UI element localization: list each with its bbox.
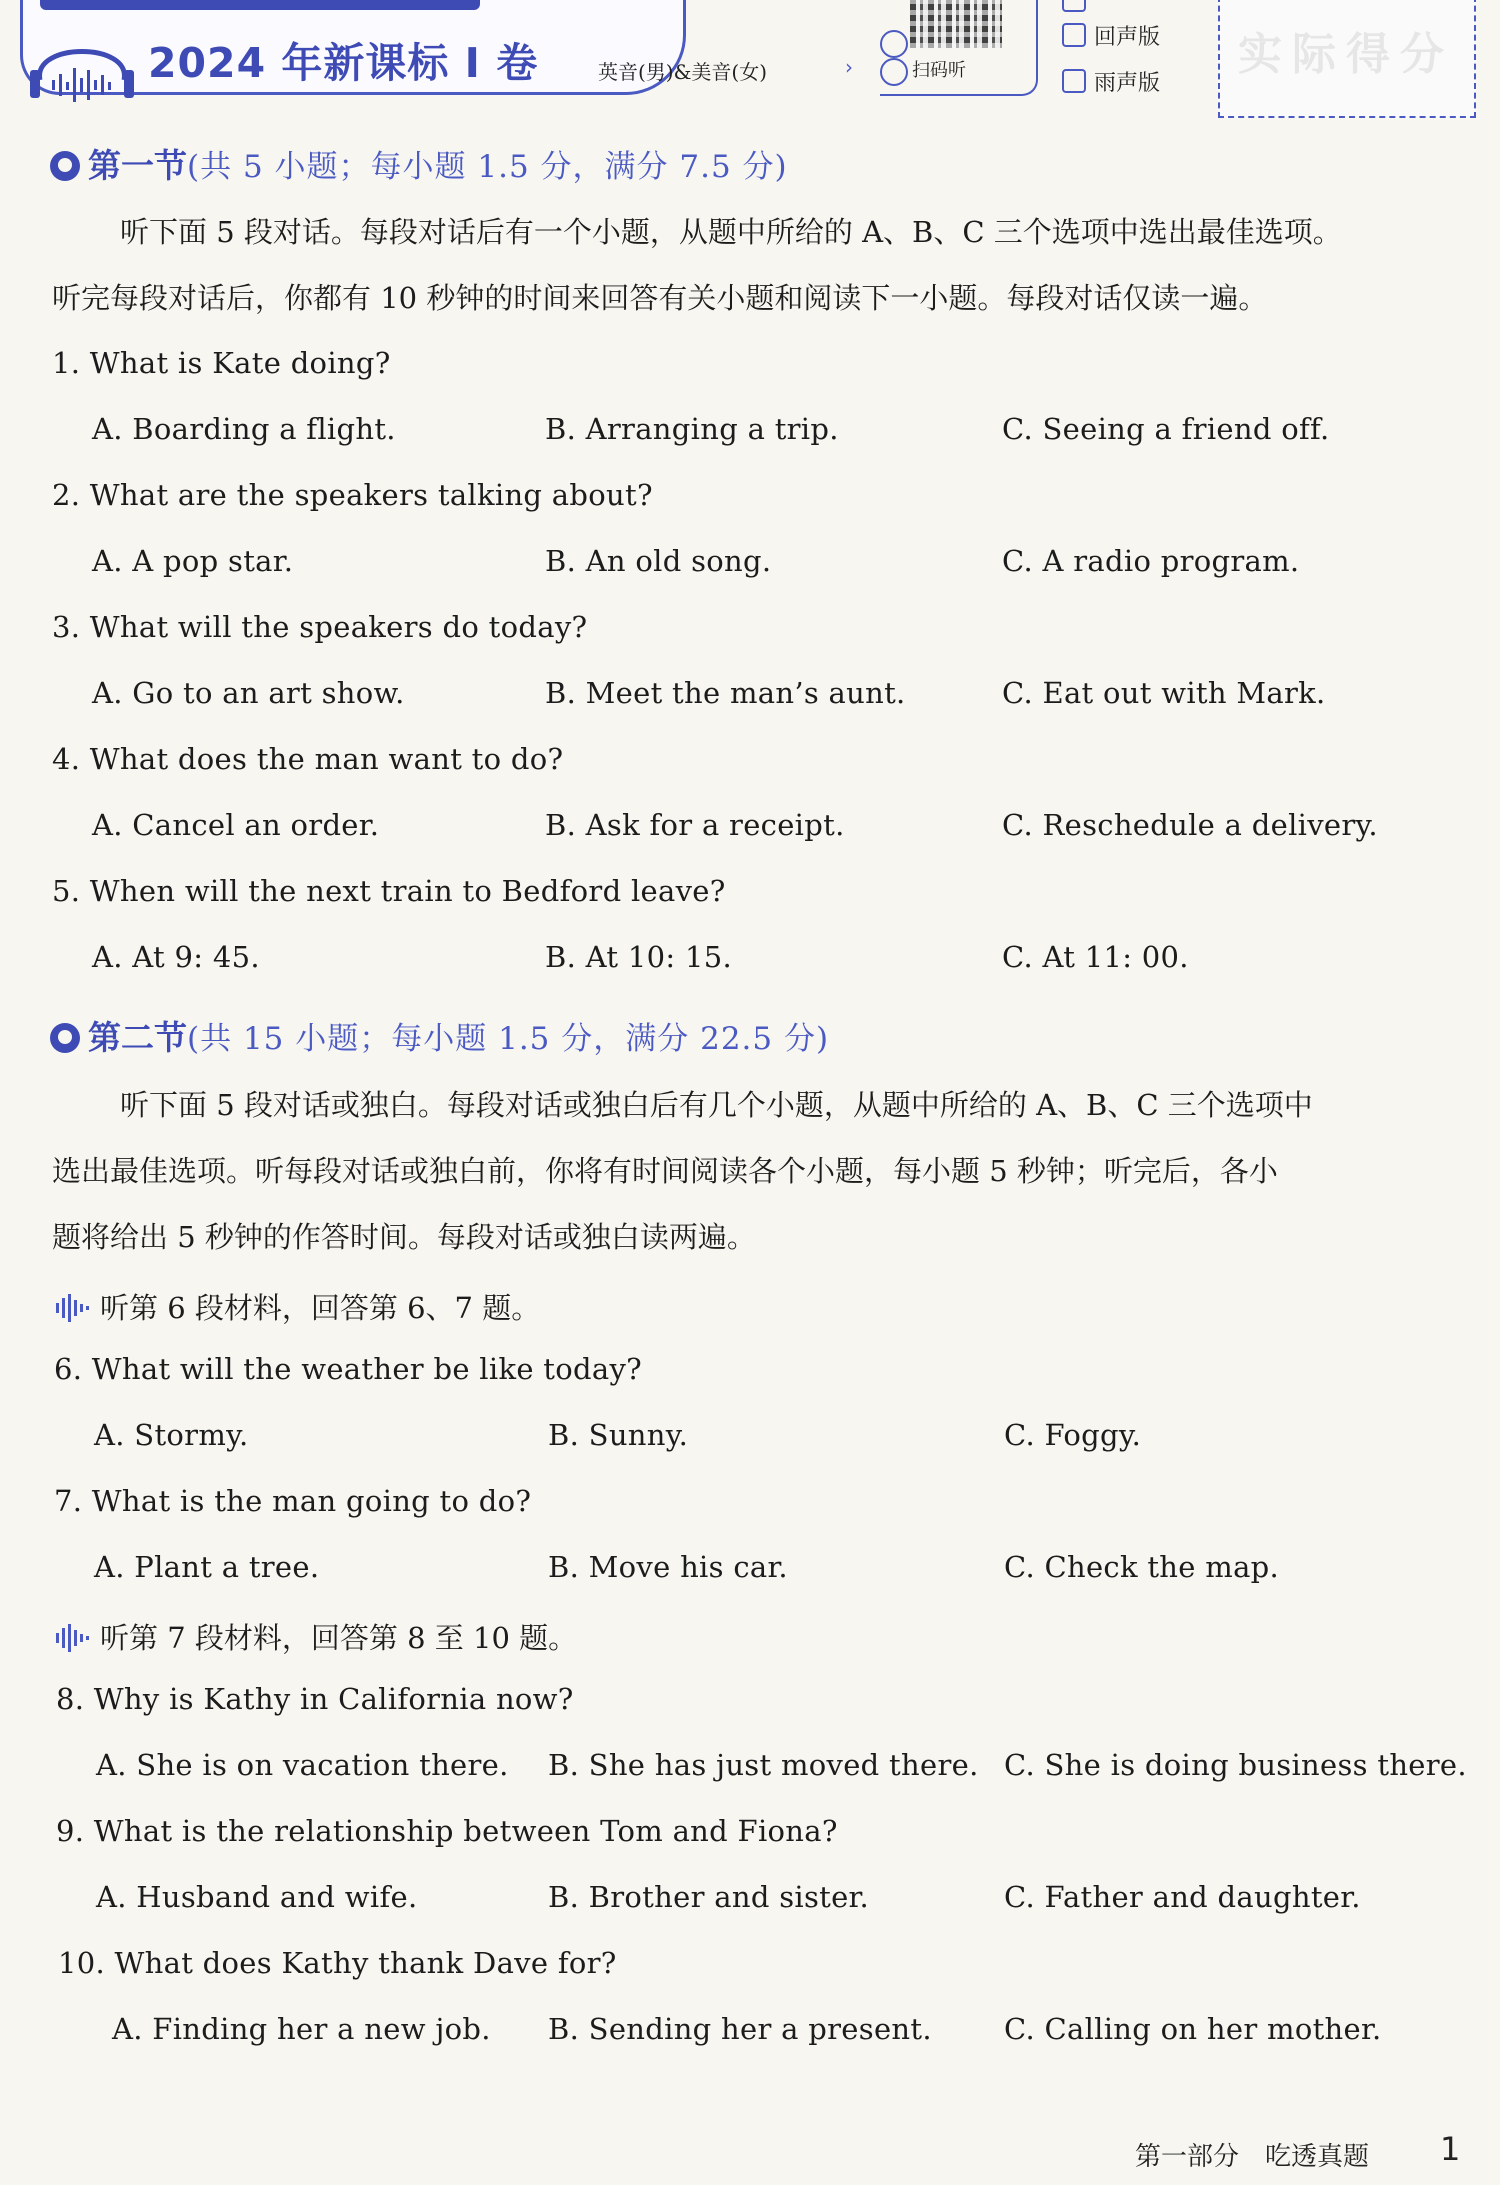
- exam-title: 2024 年新课标 I 卷: [148, 39, 539, 87]
- audio-bars-icon: [54, 1294, 94, 1322]
- question-text: 4. What does the man want to do?: [52, 742, 564, 776]
- option-a[interactable]: A. A pop star.: [92, 544, 294, 578]
- option-c[interactable]: C. Check the map.: [1004, 1550, 1280, 1584]
- option-a[interactable]: A. Stormy.: [94, 1418, 249, 1452]
- voice-arrow: ›: [845, 55, 853, 79]
- version-option-label: 回声版: [1094, 25, 1161, 50]
- question-text: 5. When will the next train to Bedford leave?: [52, 874, 726, 908]
- question-text: 1. What is Kate doing?: [52, 346, 391, 380]
- page-number: 1: [1440, 2130, 1461, 2168]
- option-a[interactable]: A. Cancel an order.: [92, 808, 380, 842]
- section2-heading: [50, 1012, 829, 1059]
- option-a[interactable]: A. Finding her a new job.: [112, 2012, 491, 2046]
- option-a[interactable]: A. She is on vacation there.: [96, 1748, 509, 1782]
- option-b[interactable]: B. Meet the man’s aunt.: [545, 676, 906, 710]
- question-text: 8. Why is Kathy in California now?: [56, 1682, 574, 1716]
- option-c[interactable]: C. Seeing a friend off.: [1002, 412, 1330, 446]
- option-a[interactable]: A. Plant a tree.: [94, 1550, 320, 1584]
- option-b[interactable]: B. Sunny.: [548, 1418, 689, 1452]
- option-b[interactable]: B. She has just moved there.: [548, 1748, 979, 1782]
- option-b[interactable]: B. At 10: 15.: [545, 940, 732, 974]
- section2-instructions-line1: 听下面 5 段对话或独白。每段对话或独白后有几个小题，从题中所给的 A、B、C 三个选项中: [120, 1088, 1313, 1122]
- option-c[interactable]: C. Reschedule a delivery.: [1002, 808, 1378, 842]
- circle-icon: [50, 1023, 80, 1053]
- section1-title: 第一节: [88, 146, 187, 185]
- option-c[interactable]: C. Foggy.: [1004, 1418, 1142, 1452]
- section2-instructions-line3: 题将给出 5 秒钟的作答时间。每段对话或独白读两遍。: [52, 1220, 756, 1254]
- section2-meta: (共 15 小题；每小题 1.5 分，满分 22.5 分): [187, 1021, 830, 1057]
- scan-label: 扫码听: [912, 60, 966, 81]
- footer-section-label: 第一部分 吃透真题: [1135, 2142, 1370, 2172]
- option-b[interactable]: B. Move his car.: [548, 1550, 788, 1584]
- material-6-label: 听第 6 段材料，回答第 6、7 题。: [100, 1291, 541, 1325]
- question-text: 9. What is the relationship between Tom and Fiona?: [56, 1814, 838, 1848]
- option-b[interactable]: B. Sending her a present.: [548, 2012, 932, 2046]
- option-b[interactable]: B. An old song.: [545, 544, 772, 578]
- option-a[interactable]: A. Go to an art show.: [92, 676, 405, 710]
- version-option-label: 雨声版: [1094, 71, 1161, 96]
- checkbox-icon[interactable]: [1062, 69, 1086, 93]
- option-b[interactable]: B. Ask for a receipt.: [545, 808, 845, 842]
- question-text: 2. What are the speakers talking about?: [52, 478, 653, 512]
- option-c[interactable]: C. Calling on her mother.: [1004, 2012, 1382, 2046]
- version-option-partial[interactable]: [1062, 0, 1094, 15]
- section1-heading: [50, 140, 788, 187]
- option-c[interactable]: C. A radio program.: [1002, 544, 1300, 578]
- section2-instructions-line2: 选出最佳选项。听每段对话或独白前，你将有时间阅读各个小题，每小题 5 秒钟；听完后，各小: [52, 1154, 1278, 1188]
- ring-icon: [880, 30, 908, 58]
- option-a[interactable]: A. Boarding a flight.: [92, 412, 396, 446]
- audio-bars-icon: [54, 1624, 94, 1652]
- option-c[interactable]: C. Father and daughter.: [1004, 1880, 1361, 1914]
- score-label: 实际得分: [1238, 29, 1454, 80]
- option-c[interactable]: C. Eat out with Mark.: [1002, 676, 1326, 710]
- headphones-icon: [22, 22, 142, 104]
- material-7-heading: [54, 1616, 577, 1657]
- qr-code-icon[interactable]: [910, 0, 1002, 48]
- section1-instructions-line2: 听完每段对话后，你都有 10 秒钟的时间来回答有关小题和阅读下一小题。每段对话仅读一遍。: [52, 281, 1268, 315]
- ring-icon: [880, 58, 908, 86]
- material-6-heading: [54, 1286, 540, 1327]
- section2-instructions: [52, 1072, 1472, 1270]
- question-text: 7. What is the man going to do?: [54, 1484, 532, 1518]
- question-text: 6. What will the weather be like today?: [54, 1352, 643, 1386]
- section1-instructions: [52, 199, 1472, 331]
- section2-title: 第二节: [88, 1018, 187, 1057]
- checkbox-icon[interactable]: [1062, 23, 1086, 47]
- material-7-label: 听第 7 段材料，回答第 8 至 10 题。: [100, 1621, 578, 1655]
- question-text: 3. What will the speakers do today?: [52, 610, 588, 644]
- section1-instructions-line1: 听下面 5 段对话。每段对话后有一个小题，从题中所给的 A、B、C 三个选项中选出最佳选项。: [120, 215, 1342, 249]
- title-top-cap: [40, 0, 480, 10]
- version-option-rain[interactable]: [1062, 66, 1160, 97]
- question-text: 10. What does Kathy thank Dave for?: [58, 1946, 617, 1980]
- option-b[interactable]: B. Arranging a trip.: [545, 412, 839, 446]
- option-a[interactable]: A. At 9: 45.: [92, 940, 260, 974]
- option-b[interactable]: B. Brother and sister.: [548, 1880, 870, 1914]
- option-c[interactable]: C. She is doing business there.: [1004, 1748, 1467, 1782]
- option-a[interactable]: A. Husband and wife.: [96, 1880, 418, 1914]
- page-header: [0, 0, 1500, 125]
- section1-meta: (共 5 小题；每小题 1.5 分，满分 7.5 分): [187, 149, 788, 185]
- circle-icon: [50, 151, 80, 181]
- voice-label: 英音(男)&美音(女): [598, 60, 768, 84]
- option-c[interactable]: C. At 11: 00.: [1002, 940, 1189, 974]
- checkbox-icon[interactable]: [1062, 0, 1086, 12]
- version-option-echo[interactable]: [1062, 20, 1160, 51]
- title-top-stroke: [300, 2, 380, 7]
